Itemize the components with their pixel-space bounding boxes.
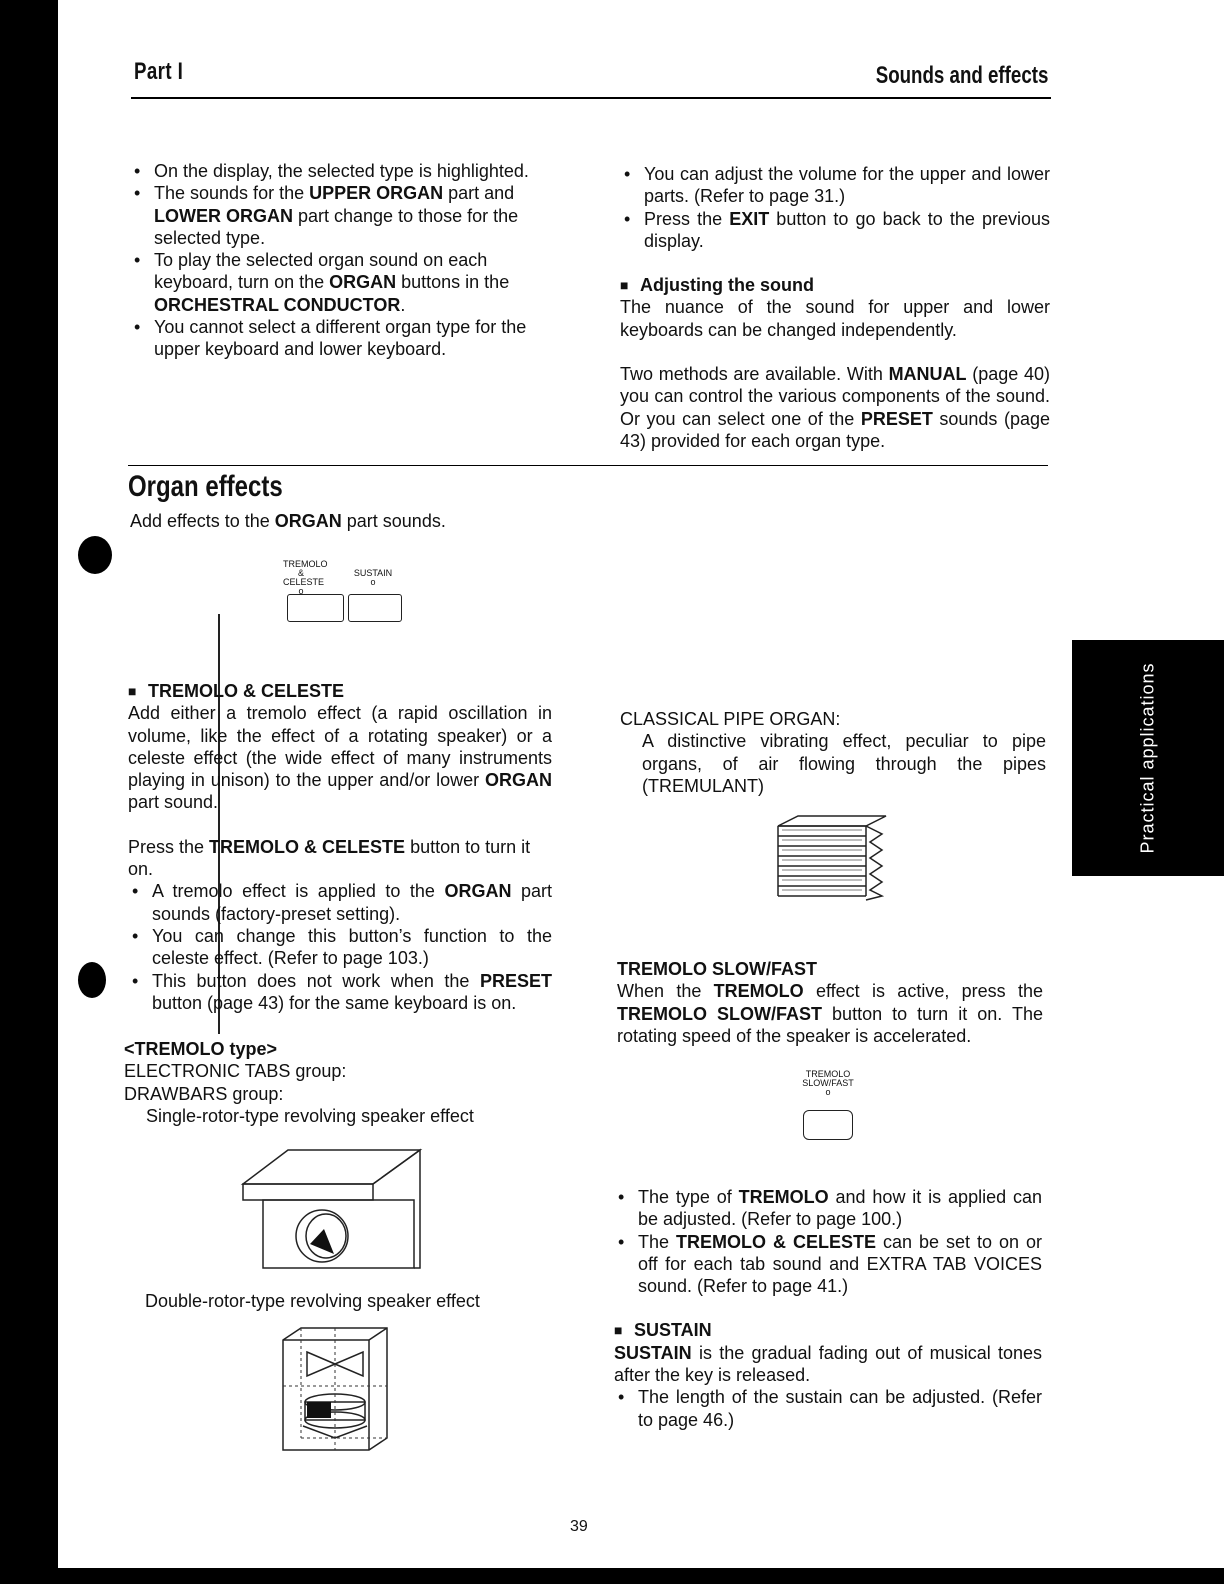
slow-fast-heading: TREMOLO SLOW/FAST xyxy=(617,959,817,979)
double-rotor-speaker-illustration xyxy=(279,1326,391,1454)
tremolo-slow-fast-section xyxy=(617,958,1043,1047)
scan-left-edge xyxy=(0,0,58,1584)
right-bullet-list xyxy=(614,1186,1042,1297)
section-rule xyxy=(128,465,1048,466)
list-item: • The sounds for the UPPER ORGAN part and LOWER ORGAN part change to those for the selected type. xyxy=(130,182,558,249)
top-left-bullet-list xyxy=(130,160,558,361)
binder-hole-bottom xyxy=(78,962,106,998)
slow-fast-para: When the TREMOLO effect is active, press the TREMOLO SLOW/FAST button to turn it on. The rotating speed of the speaker is accelerated. xyxy=(617,981,1043,1046)
tremolo-celeste-button xyxy=(287,594,344,622)
sustain-button-label: SUSTAIN o xyxy=(353,568,393,587)
tremolo-celeste-para-2: Press the TREMOLO & CELESTE button to turn it on. xyxy=(128,836,531,880)
single-rotor-speaker-illustration xyxy=(238,1144,424,1272)
tremolo-celeste-para-1: Add either a tremolo effect (a rapid oscillation in volume, like the effect of a rotating speaker) or a celeste effect (the wide effect of many instruments playing in unison) to the upper and/or lower ORGAN part sound. xyxy=(128,703,552,813)
page-number: 39 xyxy=(570,1518,588,1535)
classical-text: A distinctive vibrating effect, peculiar to pipe organs, of air flowing through the pipes (TREMULANT) xyxy=(642,731,1046,796)
list-item: • On the display, the selected type is highlighted. xyxy=(130,160,558,182)
sustain-heading: ■ SUSTAIN xyxy=(614,1319,1042,1341)
adjusting-para-1: The nuance of the sound for upper and lower keyboards can be changed independently. xyxy=(620,297,1050,340)
classical-heading: CLASSICAL PIPE ORGAN: xyxy=(620,709,841,729)
adjusting-heading: ■ Adjusting the sound xyxy=(620,274,1050,296)
header-rule xyxy=(131,97,1051,99)
tremolo-type-line-2: DRAWBARS group: xyxy=(124,1083,284,1104)
list-item: • This button does not work when the PRESET button (page 43) for the same keyboard is on. xyxy=(128,970,552,1015)
top-left-column xyxy=(130,160,558,361)
sustain-para: SUSTAIN is the gradual fading out of musical tones after the key is released. xyxy=(614,1342,1042,1386)
tremolo-slow-fast-button xyxy=(803,1110,853,1140)
tremolo-type-line-4: Double-rotor-type revolving speaker effect xyxy=(145,1291,480,1311)
list-item: • The length of the sustain can be adjusted. (Refer to page 46.) xyxy=(614,1386,1042,1431)
organ-effects-intro: Add effects to the ORGAN part sounds. xyxy=(130,511,446,531)
tremolo-celeste-bullets xyxy=(128,880,552,1014)
list-item: • You can adjust the volume for the upper and lower parts. (Refer to page 31.) xyxy=(620,163,1050,208)
tremolo-type-section xyxy=(124,1038,554,1127)
adjusting-para-2: Two methods are available. With MANUAL (page 40) you can control the various components of the sound. Or you can select one of the PRESET sounds (page 43) provided for each organ type. xyxy=(620,364,1050,451)
part-label: Part I xyxy=(134,58,184,85)
tremolo-celeste-section xyxy=(128,680,552,1014)
side-tab xyxy=(1072,640,1224,876)
tremolo-slow-fast-button-label: TREMOLO SLOW/FAST o xyxy=(802,1069,854,1097)
tremolo-type-line-1: ELECTRONIC TABS group: xyxy=(124,1061,347,1082)
list-item: • Press the EXIT button to go back to the previous display. xyxy=(620,208,1050,253)
organ-effects-title: Organ effects xyxy=(128,470,283,503)
section-header-title: Sounds and effects xyxy=(875,62,1048,89)
scan-bottom-edge xyxy=(0,1568,1224,1584)
tremolo-celeste-heading: ■ TREMOLO & CELESTE xyxy=(128,680,552,702)
top-right-column xyxy=(620,163,1050,452)
right-bullets-section xyxy=(614,1186,1042,1431)
binder-hole-top xyxy=(78,536,112,574)
list-item: • The TREMOLO & CELESTE can be set to on or off for each tab sound and EXTRA TAB VOICES sound. (Refer to page 41.) xyxy=(614,1231,1042,1298)
tremolo-type-line-3: Single-rotor-type revolving speaker effect xyxy=(146,1105,474,1126)
sustain-bullets xyxy=(614,1386,1042,1431)
list-item: • To play the selected organ sound on each keyboard, turn on the ORGAN buttons in the ORCHESTRAL CONDUCTOR. xyxy=(130,249,558,316)
list-item: • A tremolo effect is applied to the ORGAN part sounds (factory-preset setting). xyxy=(128,880,552,925)
side-tab-label: Practical applications xyxy=(1137,662,1158,854)
list-item: • The type of TREMOLO and how it is applied can be adjusted. (Refer to page 100.) xyxy=(614,1186,1042,1231)
tremolo-celeste-button-label: TREMOLO & CELESTE o xyxy=(283,559,328,596)
classical-pipe-organ-section xyxy=(620,708,1046,797)
list-item: • You can change this button’s function to the celeste effect. (Refer to page 103.) xyxy=(128,925,552,970)
tremolo-type-heading: <TREMOLO type> xyxy=(124,1039,278,1059)
list-item: • You cannot select a different organ type for the upper keyboard and lower keyboard. xyxy=(130,316,558,361)
top-right-bullet-list xyxy=(620,163,1050,252)
pipe-tremulant-illustration xyxy=(770,812,890,904)
sustain-button xyxy=(348,594,402,622)
